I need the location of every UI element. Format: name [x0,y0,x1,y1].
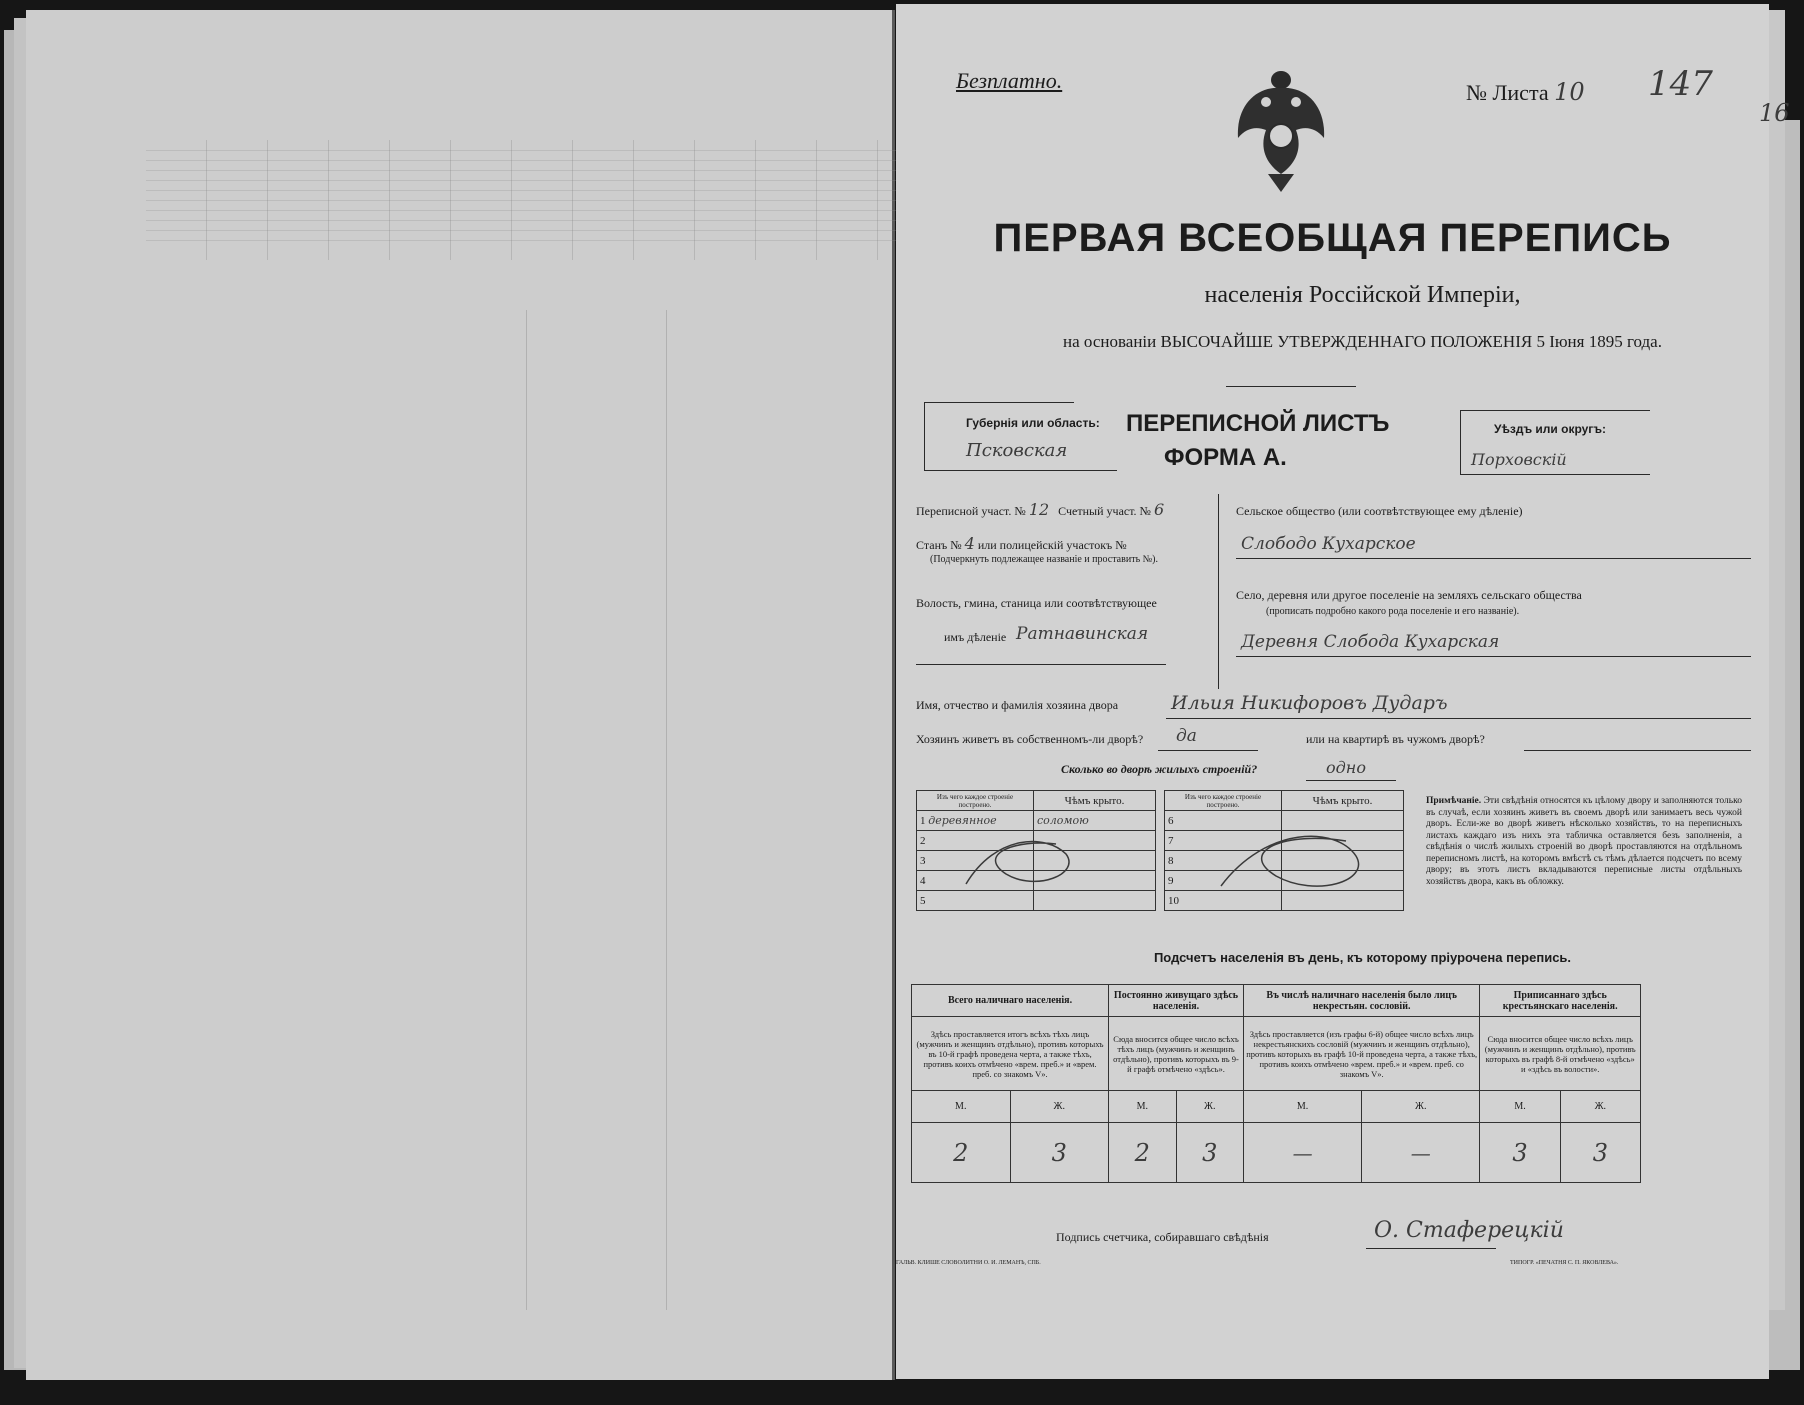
population-heading: Подсчетъ населенія въ день, къ которому пріурочена перепись. [1153,950,1572,965]
table-row: 8 [1165,851,1282,871]
volost-value: Ратнавинская [1016,624,1149,644]
underline [1366,1248,1496,1249]
column-divider [1218,494,1219,689]
strike-flourish [1206,826,1376,901]
pop-col2-desc: Сюда вносится общее число всѣхъ тѣхъ лицъ (мужчинъ и женщинъ отдѣльно), противъ которыхъ въ 9-й графѣ отмѣчено «здѣсь». [1109,1017,1244,1091]
col-roof-header: Чѣмъ крыто. [1282,791,1404,811]
female-header: Ж. [1010,1091,1109,1123]
table-row [917,811,1034,831]
pop-total-male: 2 [912,1123,1011,1183]
free-label: Безплатно. [956,68,1063,93]
village-label: Село, деревня или другое поселеніе на земляхъ сельскаго общества [1236,588,1582,602]
table-row: 2 [917,831,1034,851]
double-headed-eagle-emblem [1226,66,1336,196]
form-subtitle: населенія Россійской Имперіи, [1204,282,1521,308]
underline [1236,558,1751,559]
underline [1158,750,1258,751]
volost-label-2: имъ дѣленіе [944,630,1007,644]
count-section-label: Счетный участ. № [1058,504,1152,518]
imprint-left: ГАЛЬВ. КЛИШЕ СЛОВОЛИТНИ О. И. ЛЕМАНЪ, СПБ. [896,1260,1041,1266]
table-row: 4 [917,871,1034,891]
census-section-value: 12 [1028,500,1050,519]
pop-col4-desc: Сюда вносится общее число всѣхъ лицъ (мужчинъ и женщинъ отдѣльно), противъ которыхъ въ графѣ 8-й отмѣчено «здѣсь» и «здѣсь въ волости». [1480,1017,1641,1091]
form-subtitle-a: ФОРМА А. [1164,444,1287,471]
row1-material-value: деревянное [928,814,997,827]
pop-col3-desc: Здѣсь проставляется (изъ графы 6-й) общее число всѣхъ лицъ некрестьянскихъ сословій (мужчинъ и женщинъ отдѣльно), противъ которыхъ въ графѣ 10-й проведена черта, а также тѣхъ, противъ коихъ отмѣчено «врем. преб.» и «врем. преб. со знакомъ V». [1243,1017,1479,1091]
row1-roof-value: соломою [1034,811,1156,831]
male-header: М. [1480,1091,1560,1123]
margin-note: 16 [1759,99,1790,127]
table-row: 5 [917,891,1034,911]
owner-own-yard-value: да [1176,726,1197,746]
census-section-label: Переписной участ. № [916,504,1026,518]
ornament-rule [1226,386,1356,387]
box-line [924,402,1074,403]
pop-nonpeasant-female: — [1362,1123,1480,1183]
box-line [924,402,925,470]
col-material-header: Изъ чего каждое строеніе построено. [917,791,1034,811]
signature-value: О. Стаферецкій [1374,1218,1564,1243]
sheet-number-label: № Листа [1466,80,1549,105]
pop-registered-male: 3 [1480,1123,1560,1183]
volost-label-1: Волость, гмина, станица или соотвѣтствующее [916,596,1157,610]
buildings-count-value: одно [1326,758,1366,777]
bleed-through-lines [146,150,906,250]
district-label: Уѣздъ или округъ: [1494,422,1607,436]
pop-col1-title: Всего наличнаго населенія. [912,985,1109,1017]
note-block [1426,796,1742,888]
province-value: Псковская [966,440,1068,461]
pop-col3-title: Въ числѣ наличнаго населенія было лицъ некрестьян. сословій. [1243,985,1479,1017]
form-title: ПЕРЕПИСНОЙ ЛИСТЪ [1126,410,1390,437]
underline [1524,750,1751,751]
male-header: М. [912,1091,1011,1123]
pop-col1-desc: Здѣсь проставляется итогъ всѣхъ тѣхъ лицъ (мужчинъ и женщинъ отдѣльно), противъ которыхъ въ 10-й графѣ проведена черта, а также тѣхъ, противъ коихъ отмѣчено «врем. преб.» и «врем. преб. со знакомъ V». [912,1017,1109,1091]
owner-name-label: Имя, отчество и фамилія хозяина двора [916,698,1119,712]
underline [1166,718,1751,719]
stan-value: 4 [964,534,975,553]
female-header: Ж. [1362,1091,1480,1123]
stan [916,534,1127,553]
buildings-count-label: Сколько во дворѣ жилыхъ строеній? [1061,762,1258,776]
owner-name-value: Ильия Никифоровъ Дударъ [1171,692,1448,714]
province-label: Губернія или область: [966,416,1100,430]
rural-society-label: Сельское общество (или соотвѣтствующее ему дѣленіе) [1236,504,1523,518]
stan-label: Станъ № [916,538,962,552]
female-header: Ж. [1176,1091,1243,1123]
population-table [911,984,1641,1183]
note-heading: Примѣчаніе. [1426,796,1482,806]
pop-permanent-male: 2 [1109,1123,1176,1183]
sheet-number-value: 10 [1554,78,1585,106]
table-row: 7 [1165,831,1282,851]
owner-rent-label: или на квартирѣ въ чужомъ дворѣ? [1306,732,1485,746]
page-stamp-number: 147 [1648,64,1713,104]
signature-label: Подпись счетчика, собиравшаго свѣдѣнія [1056,1230,1269,1244]
row-number: 1 [920,815,926,827]
underline [916,664,1166,665]
table-row: 3 [917,851,1034,871]
pop-nonpeasant-male: — [1243,1123,1361,1183]
bleed-through-rule [526,310,527,1310]
form-main-title: ПЕРВАЯ ВСЕОБЩАЯ ПЕРЕПИСЬ [993,216,1672,260]
owner-own-yard-label: Хозяинъ живетъ въ собственномъ-ли дворѣ? [916,732,1144,746]
sheet-number [1466,78,1585,106]
count-section-value: 6 [1154,500,1165,519]
table-row: 6 [1165,811,1282,831]
strike-flourish [956,834,1086,894]
district-value: Порховскій [1471,450,1567,469]
underline [1236,656,1751,657]
note-text: Эти свѣдѣнія относятся къ цѣлому двору и заполняются только въ случаѣ, если хозяинъ живетъ въ своемъ дворѣ или занимаетъ весь чужой дворъ. Если-же во дворѣ живетъ нѣсколько хозяйствъ, то на переписныхъ листахъ каждаго изъ нихъ эта табличка оставляется безъ заполненія, а свѣдѣнія о числѣ жилыхъ строеній во дворѣ проставляются на отдѣльномъ переписномъ листѣ, на которомъ вмѣстѣ съ тѣмъ дѣлается подсчетъ по всему двору; въ этотъ листъ вкладываются переписные листы отдѣльныхъ хозяйствъ двора, какъ въ обложку. [1426,796,1742,887]
underline [1306,780,1396,781]
pop-total-female: 3 [1010,1123,1109,1183]
pop-registered-female: 3 [1560,1123,1640,1183]
census-section [916,500,1164,519]
table-row: 9 [1165,871,1282,891]
female-header: Ж. [1560,1091,1640,1123]
form-basis: на основаніи ВЫСОЧАЙШЕ УТВЕРЖДЕННАГО ПОЛОЖЕНІЯ 5 Іюня 1895 года. [1063,332,1662,351]
male-header: М. [1109,1091,1176,1123]
census-form-page [896,4,1790,1379]
police-label: или полицейскій участокъ № [977,538,1127,552]
box-line [924,470,1117,471]
stan-note: (Подчеркнуть подлежащее названіе и проставить №). [930,554,1158,565]
bleed-through-rule [666,310,667,1310]
left-page [26,10,895,1380]
box-line [1460,474,1650,475]
col-roof-header: Чѣмъ крыто. [1034,791,1156,811]
box-line [1460,410,1650,411]
imprint-right: ТИПОГР. «ПЕЧАТНЯ С. П. ЯКОВЛЕВА». [1510,1260,1619,1266]
box-line [1460,410,1461,475]
pop-col2-title: Постоянно живущаго здѣсь населенія. [1109,985,1244,1017]
col-material-header: Изъ чего каждое строеніе построено. [1165,791,1282,811]
male-header: М. [1243,1091,1361,1123]
table-row: 10 [1165,891,1282,911]
village-note: (прописать подробно какого рода поселеніе и его названіе). [1266,606,1520,617]
pop-col4-title: Приписаннаго здѣсь крестьянскаго населенія. [1480,985,1641,1017]
village-value: Деревня Слобода Кухарская [1241,632,1500,652]
pop-permanent-female: 3 [1176,1123,1243,1183]
rural-society-value: Слободо Кухарское [1241,534,1416,554]
